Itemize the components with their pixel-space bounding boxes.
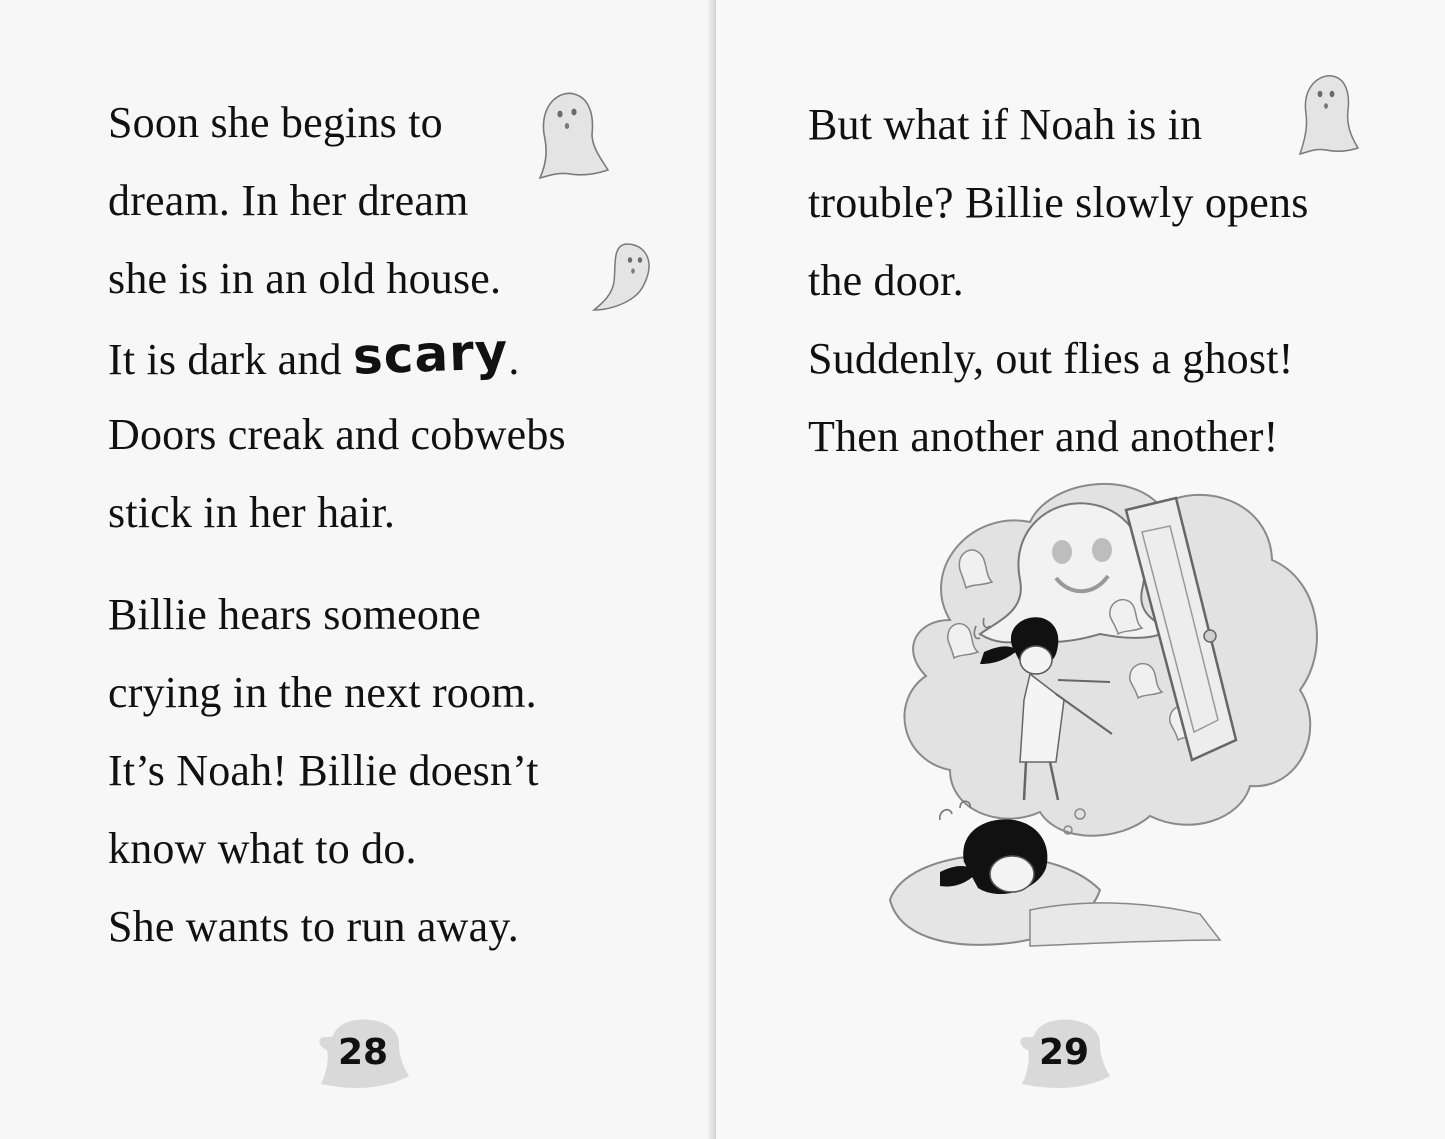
text-line: know what to do. — [108, 824, 417, 873]
paragraph-1 — [808, 86, 1309, 476]
emphasized-word: scary — [351, 322, 510, 386]
text-line: Soon she begins to — [108, 98, 443, 147]
text-line — [108, 318, 566, 396]
text-line: the door. — [808, 256, 964, 305]
paragraph-2 — [108, 576, 539, 966]
text-line: But what if Noah is in — [808, 100, 1203, 149]
text-line: She wants to run away. — [108, 902, 519, 951]
text-line: dream. In her dream — [108, 176, 469, 225]
text-line: Doors creak and cobwebs — [108, 410, 566, 459]
paragraph-1 — [108, 84, 566, 552]
left-page — [0, 0, 714, 1139]
text-line: Billie hears someone — [108, 590, 482, 639]
text-line: crying in the next room. — [108, 668, 537, 717]
page-number: 29 — [1038, 1032, 1090, 1073]
text-segment: It is dark and — [108, 335, 353, 384]
text-segment: . — [508, 335, 520, 384]
page-number-badge — [313, 1014, 413, 1094]
text-line: she is in an old house. — [108, 254, 502, 303]
text-line: stick in her hair. — [108, 488, 396, 537]
dream-bubble-illustration — [880, 470, 1340, 1010]
ghost-icon — [592, 238, 658, 318]
text-line: trouble? Billie slowly opens — [808, 178, 1309, 227]
text-line: It’s Noah! Billie doesn’t — [108, 746, 539, 795]
text-line: Suddenly, out flies a ghost! — [808, 334, 1294, 383]
page-number-badge — [1014, 1014, 1114, 1094]
text-line: Then another and another! — [808, 412, 1279, 461]
page-number: 28 — [337, 1032, 389, 1073]
